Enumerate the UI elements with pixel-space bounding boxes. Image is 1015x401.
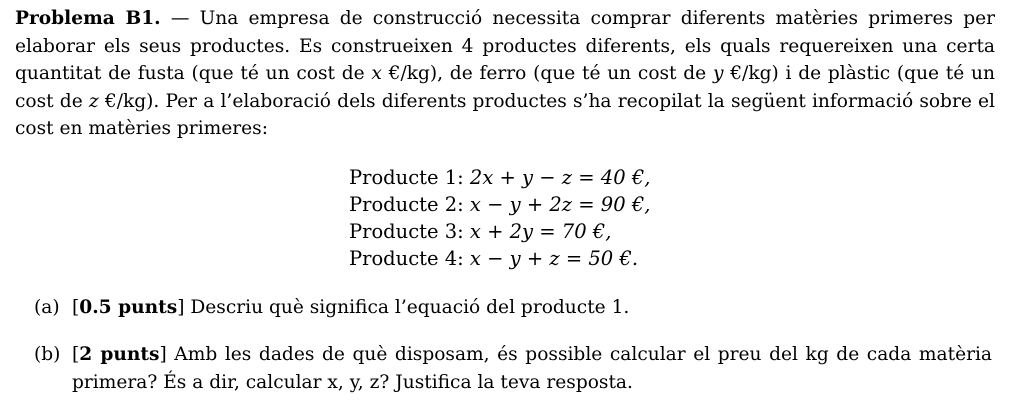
- points-bracket-open: [: [72, 344, 80, 365]
- equation-row: [349, 218, 650, 245]
- equation-system: [349, 164, 650, 272]
- question-a-label: (a): [34, 297, 60, 318]
- points-bracket-close: ]: [159, 344, 167, 365]
- problem-text-intro: Una empresa de construcció necessita comprar diferents matèries primeres per elaborar els seus productes. Es construeixen 4 productes diferents, els quals requereixen una certa quantitat de fusta (que té un cost de: [15, 8, 995, 84]
- problem-statement: [15, 5, 995, 143]
- question-b-label: (b): [34, 344, 61, 365]
- question-b-points: 2 punts: [79, 344, 160, 365]
- equation-row: [349, 164, 650, 191]
- problem-dash: —: [160, 8, 200, 29]
- question-a-text: Descriu què significa l’equació del producte 1.: [184, 297, 630, 318]
- problem-text-outro: €/kg). Per a l’elaboració dels diferents productes s’ha recopilat la següent informació sobre el cost en matèries primeres:: [15, 90, 995, 139]
- equation-expression: x − y + z = 50 €.: [469, 247, 639, 270]
- equation-expression: x + 2y = 70 €,: [469, 220, 612, 243]
- equation-label: Producte 1:: [349, 166, 470, 189]
- equation-row: [349, 245, 650, 272]
- question-b-body: [72, 341, 992, 396]
- equation-label: Producte 3:: [349, 220, 470, 243]
- points-bracket-close: ]: [177, 297, 185, 318]
- variable-x: x: [371, 63, 382, 84]
- equation-row: [349, 191, 650, 218]
- question-b: [34, 341, 992, 393]
- question-a-points: 0.5 punts: [79, 297, 178, 318]
- equation-expression: 2x + y − z = 40 €,: [469, 166, 651, 189]
- variable-y: y: [712, 63, 724, 84]
- equation-label: Producte 2:: [349, 193, 470, 216]
- question-a-body: [72, 294, 992, 322]
- problem-title: Problema B1.: [15, 8, 161, 29]
- points-bracket-open: [: [72, 297, 80, 318]
- question-a: [34, 294, 992, 322]
- equation-label: Producte 4:: [349, 247, 470, 270]
- equation-expression: x − y + 2z = 90 €,: [469, 193, 651, 216]
- variable-z: z: [88, 90, 99, 112]
- question-b-text: Amb les dades de què disposam, és possible calcular el preu del kg de cada matèria primera? És a dir, calcular x, y, z? Justifica la teva resposta.: [72, 344, 992, 393]
- problem-text-iron-unit: €/kg) i de plàstic (que té un cost de: [15, 63, 995, 112]
- problem-text-wood-unit: €/kg), de ferro (que té un cost de: [381, 63, 713, 84]
